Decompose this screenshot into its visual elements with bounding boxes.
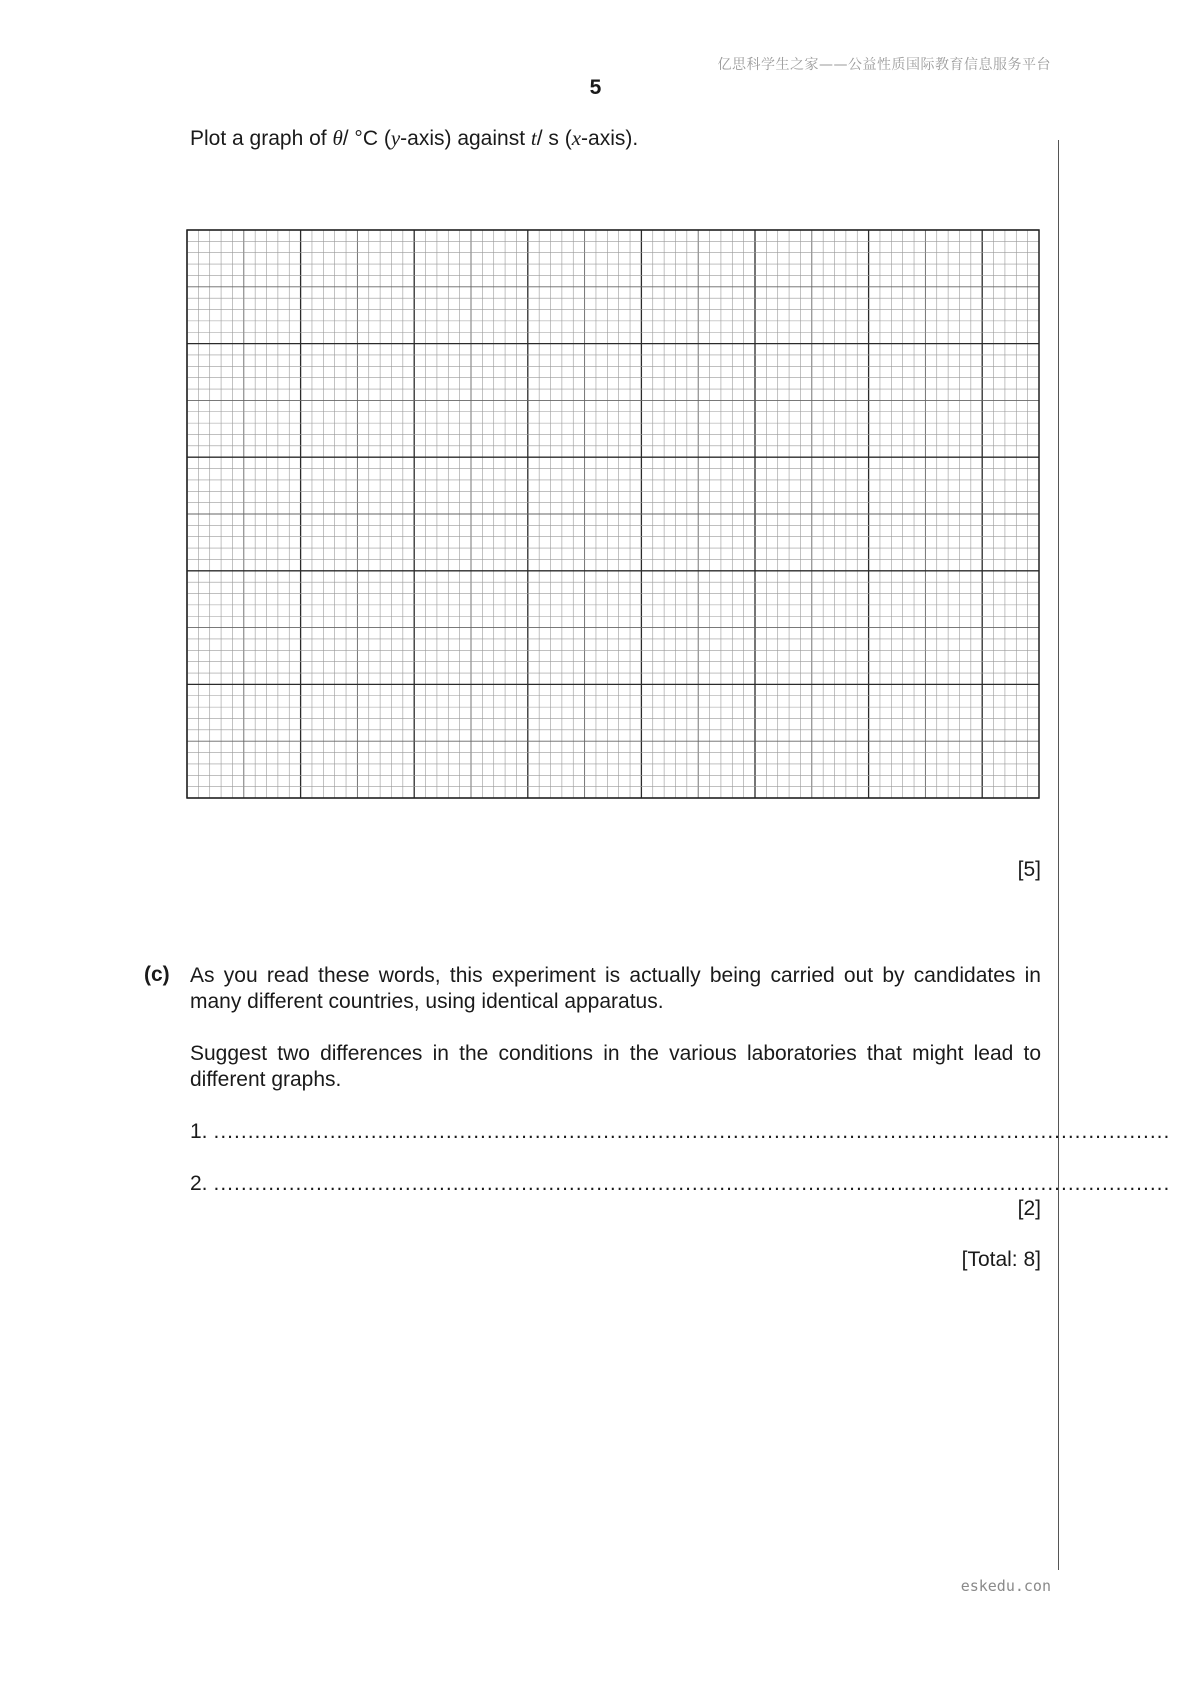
answer-number: 1.	[190, 1120, 208, 1143]
footer-site: eskedu.con	[960, 1577, 1051, 1595]
part-c-label: (c)	[144, 963, 170, 986]
graph-paper[interactable]	[186, 229, 1040, 799]
t-symbol: t	[530, 126, 537, 150]
graph-marks: [5]	[1017, 858, 1041, 881]
answer-dots: ............................................................................................................................................	[213, 1172, 1171, 1195]
answer-line-1[interactable]	[190, 1120, 1171, 1144]
theta-symbol: θ	[332, 126, 343, 150]
answer-dots: ............................................................................................................................................	[213, 1120, 1171, 1143]
graph-instruction: Plot a graph of θ/ °C (y-axis) against t/ s (x-axis).	[190, 126, 639, 150]
answer-line-2[interactable]	[190, 1172, 1171, 1196]
part-c-paragraph-2: Suggest two differences in the conditions in the various laboratories that might lead to different graphs.	[190, 1042, 1041, 1091]
part-c-paragraph-1: As you read these words, this experiment is actually being carried out by candidates in many different countries, using identical apparatus.	[190, 964, 1041, 1013]
page-number: 5	[589, 76, 602, 99]
graph-grid[interactable]	[186, 229, 1040, 799]
header-brand-text: 亿思科学生之家——公益性质国际教育信息服务平台	[717, 57, 1051, 73]
part-c-marks: [2]	[1017, 1197, 1041, 1220]
margin-line	[1058, 140, 1059, 1570]
answer-number: 2.	[190, 1172, 208, 1195]
total-marks: [Total: 8]	[961, 1248, 1041, 1271]
